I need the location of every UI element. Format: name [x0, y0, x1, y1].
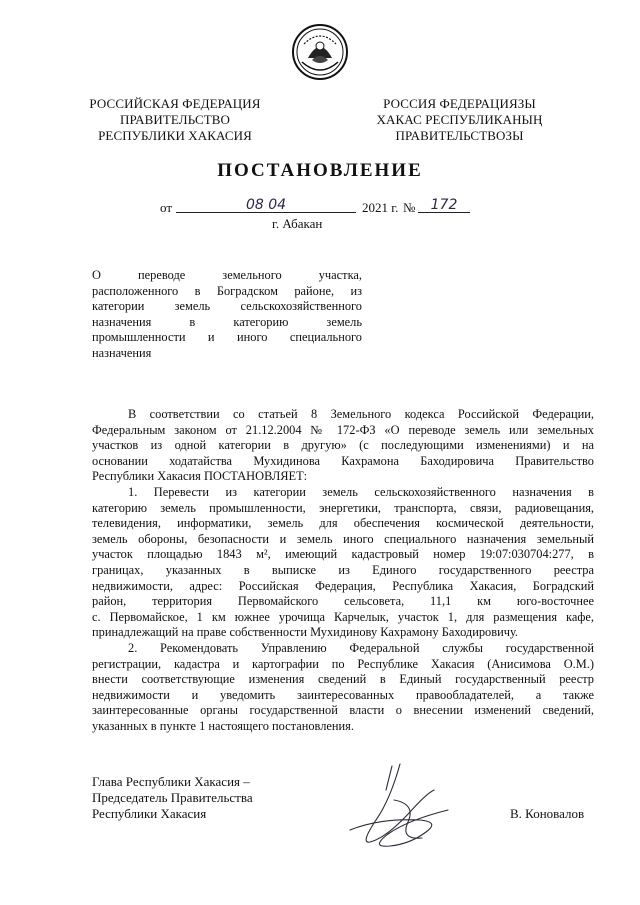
- body-line: принадлежащий на праве собственности Мухидинову Кахрамону Баходировичу.: [92, 625, 518, 640]
- body-line: участок площадью 1843 м², имеющий кадастровый номер 19:07:030704:277, в: [92, 547, 594, 562]
- subject-line: назначения: [92, 345, 152, 360]
- number-field: [418, 198, 470, 213]
- body-line: регистрации, кадастра и картографии по Республике Хакасия (Анисимова О.М.): [92, 656, 594, 671]
- signatory-position-line: Республики Хакасия: [92, 806, 207, 821]
- header-right-line: ПРАВИТЕЛЬСТВОЗЫ: [395, 128, 524, 143]
- subject-line: промышленности и иного специального: [92, 330, 362, 345]
- header-left-line: РЕСПУБЛИКИ ХАКАСИЯ: [98, 128, 252, 143]
- body-line: Республики Хакасия ПОСТАНОВЛЯЕТ:: [92, 469, 308, 484]
- body-line: указанных в пункте 1 настоящего постановления.: [92, 718, 354, 733]
- body-line: земель обороны, безопасности и земель иного специального назначения земельный: [92, 531, 594, 546]
- body-line: недвижимости, адрес: Российская Федерация, Республика Хакасия, Боградский: [92, 578, 594, 593]
- signatory-position-line: Глава Республики Хакасия –: [92, 774, 250, 789]
- signatory-position-line: Председатель Правительства: [92, 790, 253, 805]
- city: г. Абакан: [272, 216, 323, 231]
- header-right-line: РОССИЯ ФЕДЕРАЦИЯЗЫ: [383, 96, 536, 111]
- body-line: внести соответствующие изменения сведений в Единый государственный реестр: [92, 672, 594, 687]
- body-line: категорию земель промышленности, энергетики, транспорта, связи, радиовещания,: [92, 500, 594, 515]
- header-right-khakas: [352, 96, 567, 144]
- body-line: недвижимости и уведомить заинтересованных правообладателей, а также: [92, 687, 594, 702]
- handwritten-signature: [330, 760, 470, 860]
- subject-line: категории земель сельскохозяйственного: [92, 299, 362, 314]
- body-line: 1. Перевести из категории земель сельскохозяйственного назначения в: [128, 484, 594, 499]
- date-handwritten: 08 04: [245, 197, 287, 213]
- document-title: ПОСТАНОВЛЕНИЕ: [217, 160, 423, 181]
- body-line: границах, указанных в выписке из Единого государственного реестра: [92, 562, 594, 577]
- body-line: телевидения, информатики, земель для обеспечения космической деятельности,: [92, 516, 594, 531]
- header-left-russian: [70, 96, 280, 144]
- body-line: основании ходатайства Мухидинова Кахрамона Баходировича Правительство: [92, 453, 594, 468]
- body-text: [92, 407, 594, 734]
- body-line: заинтересованные органы государственной власти о внесении изменений сведений,: [92, 703, 594, 718]
- year-label: 2021 г.: [362, 200, 399, 215]
- body-line: район, территория Первомайского сельсовета, 11,1 км юго-восточнее: [92, 594, 594, 609]
- body-line: Федеральным законом от 21.12.2004 № 172-ФЗ «О переводе земель или земельных: [92, 422, 594, 437]
- signatory-position: [92, 774, 282, 822]
- coat-of-arms-emblem: [290, 22, 350, 82]
- header-left-line: РОССИЙСКАЯ ФЕДЕРАЦИЯ: [89, 96, 261, 111]
- subject-line: расположенного в Боградском районе, из: [92, 283, 362, 298]
- date-field: [176, 198, 356, 213]
- number-handwritten: 172: [430, 197, 458, 213]
- subject-line: О переводе земельного участка,: [92, 268, 362, 282]
- header-left-line: ПРАВИТЕЛЬСТВО: [119, 112, 231, 127]
- body-line: В соответствии со статьей 8 Земельного кодекса Российской Федерации,: [128, 407, 594, 421]
- body-line: 2. Рекомендовать Управлению Федеральной службы государственной: [128, 640, 594, 655]
- number-label: №: [403, 200, 416, 215]
- signatory-name: В. Коновалов: [510, 806, 585, 821]
- body-line: с. Первомайское, 1 км южнее урочища Карчелык, участок 1, для размещения кафе,: [92, 609, 594, 624]
- body-line: участков из одной категории в другую» (с последующими изменениями) и на: [92, 438, 594, 453]
- header-right-line: ХАКАС РЕСПУБЛИКАНЫҢ: [376, 112, 543, 127]
- subject-block: [92, 268, 362, 362]
- subject-line: назначения в категорию земель: [92, 314, 362, 329]
- date-from-label: от: [160, 200, 173, 215]
